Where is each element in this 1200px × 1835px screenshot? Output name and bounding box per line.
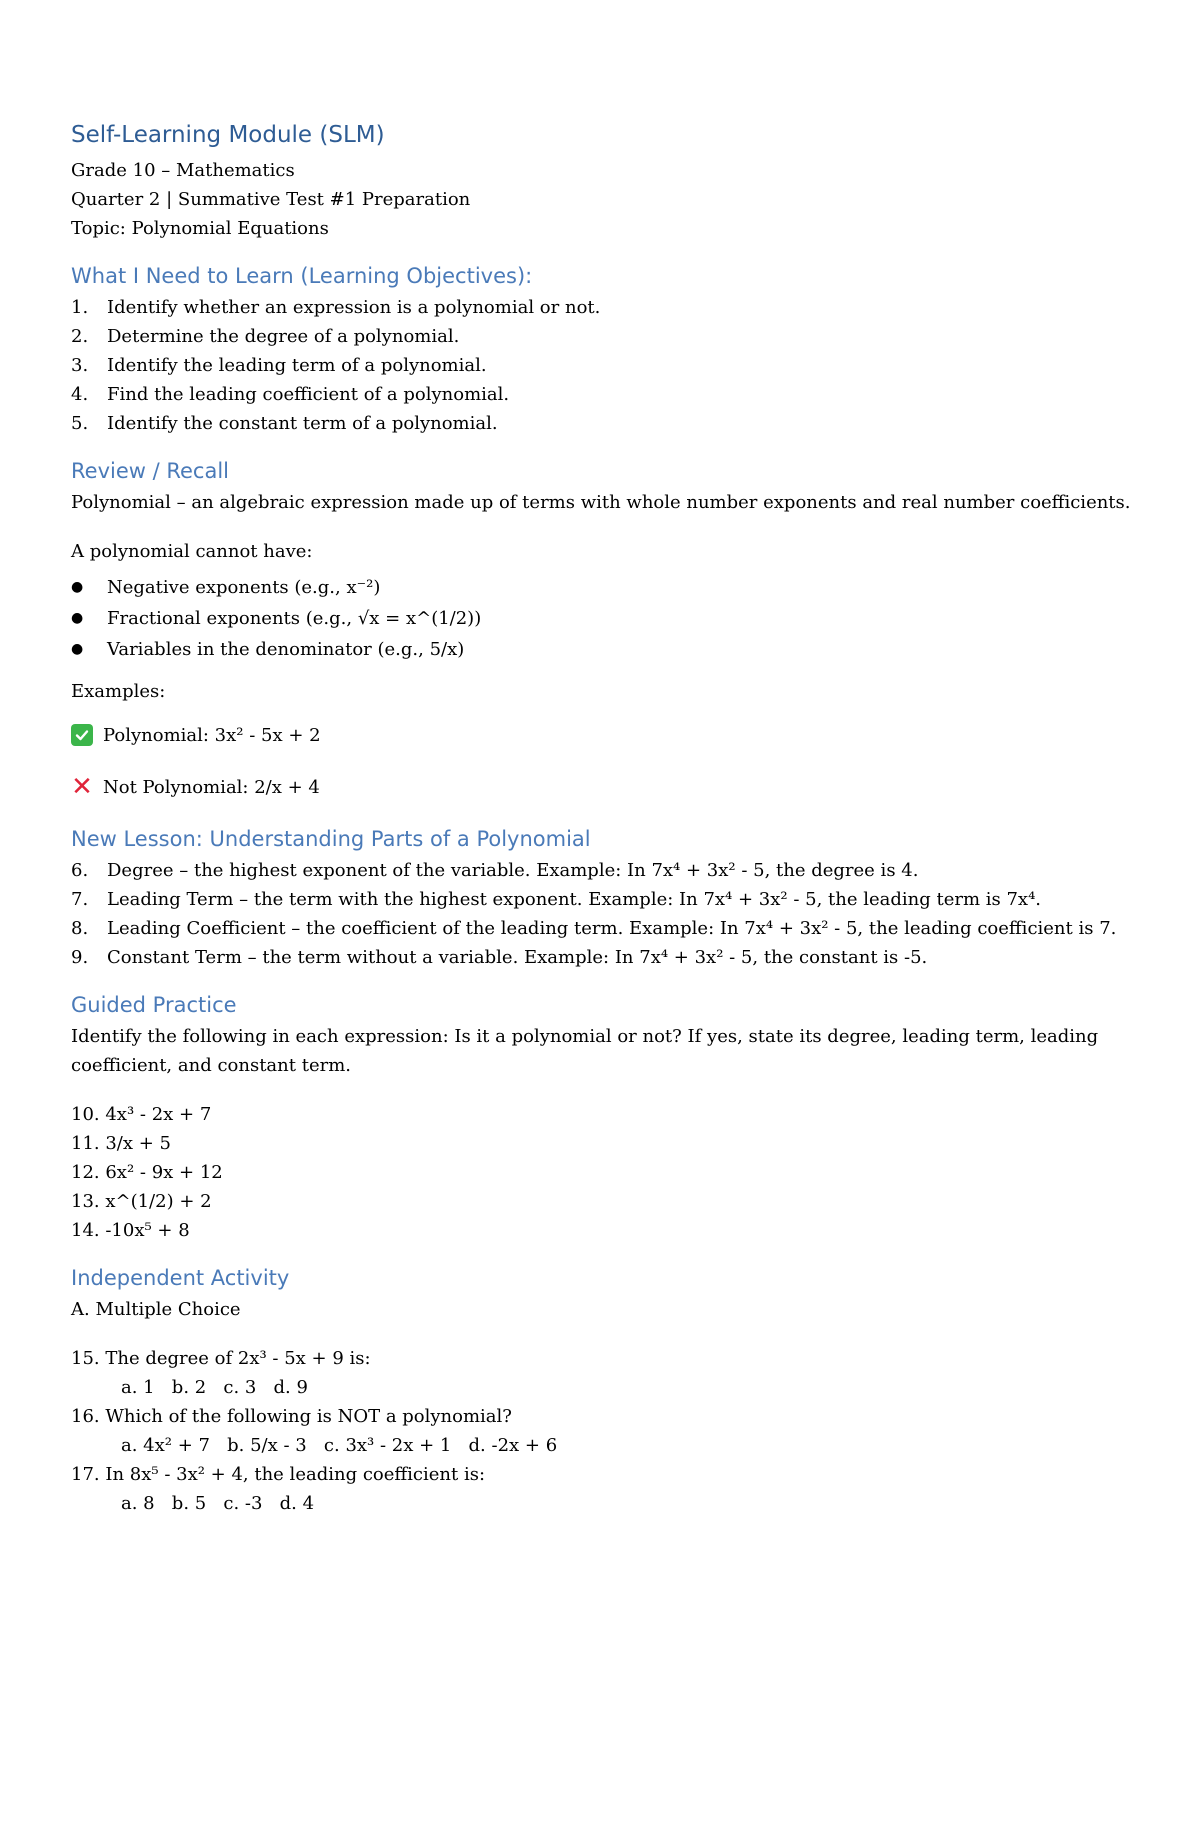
question-text: 17. In 8x⁵ - 3x² + 4, the leading coefficient is: <box>71 1464 486 1485</box>
item-text: Fractional exponents (e.g., √x = x^(1/2)) <box>107 608 482 629</box>
item-number: 7. <box>71 889 89 910</box>
item-text: Identify whether an expression is a polynomial or not. <box>107 297 601 318</box>
cannot-have-label: A polynomial cannot have: <box>71 541 313 562</box>
item-text: Degree – the highest exponent of the variable. Example: In 7x⁴ + 3x² - 5, the degree is 4. <box>107 860 919 881</box>
example-text: Not Polynomial: 2/x + 4 <box>103 776 320 798</box>
item-number: 9. <box>71 947 89 968</box>
guided-list <box>71 1100 1131 1245</box>
grade-line: Grade 10 – Mathematics <box>71 160 295 181</box>
list-item <box>71 572 1131 603</box>
examples-label: Examples: <box>71 681 166 702</box>
bullet-icon: ● <box>71 579 84 595</box>
item-number: 4. <box>71 384 89 405</box>
polynomial-definition: Polynomial – an algebraic expression made up of terms with whole number exponents and real number coefficients. <box>71 492 1131 513</box>
topic-line: Topic: Polynomial Equations <box>71 218 329 239</box>
item-text: Constant Term – the term without a variable. Example: In 7x⁴ + 3x² - 5, the constant is -5. <box>107 947 928 968</box>
item-text: Identify the leading term of a polynomial. <box>107 355 487 376</box>
list-item <box>71 856 1131 885</box>
item-number: 2. <box>71 326 89 347</box>
question-text: 15. The degree of 2x³ - 5x + 9 is: <box>71 1348 371 1369</box>
list-item <box>71 914 1131 943</box>
independent-heading: Independent Activity <box>71 1266 290 1290</box>
objectives-list <box>71 293 1131 438</box>
list-item: 12. 6x² - 9x + 12 <box>71 1162 223 1183</box>
list-item <box>71 409 1131 438</box>
objectives-heading: What I Need to Learn (Learning Objectives): <box>71 264 533 288</box>
list-item <box>71 634 1131 665</box>
item-text: Negative exponents (e.g., x⁻²) <box>107 577 381 598</box>
list-item <box>71 885 1131 914</box>
list-item: 11. 3/x + 5 <box>71 1133 171 1154</box>
question-choices: a. 1 b. 2 c. 3 d. 9 <box>121 1377 308 1398</box>
example-not-polynomial <box>71 772 1131 802</box>
item-text: Leading Term – the term with the highest exponent. Example: In 7x⁴ + 3x² - 5, the leading term is 7x⁴. <box>107 889 1042 910</box>
list-item <box>71 351 1131 380</box>
question-choices: a. 4x² + 7 b. 5/x - 3 c. 3x³ - 2x + 1 d. -2x + 6 <box>121 1435 558 1456</box>
example-polynomial <box>71 720 1131 750</box>
item-text: Find the leading coefficient of a polynomial. <box>107 384 510 405</box>
item-number: 8. <box>71 918 89 939</box>
list-item <box>71 603 1131 634</box>
item-number: 3. <box>71 355 89 376</box>
guided-instruction: Identify the following in each expression: Is it a polynomial or not? If yes, state its degree, leading term, leading coefficient, and constant term. <box>71 1026 1099 1076</box>
lesson-list <box>71 856 1131 972</box>
item-text: Leading Coefficient – the coefficient of the leading term. Example: In 7x⁴ + 3x² - 5, the leading coefficient is 7. <box>107 918 1117 939</box>
check-icon <box>71 724 93 746</box>
multiple-choice-label: A. Multiple Choice <box>71 1299 241 1320</box>
bullet-icon: ● <box>71 641 84 657</box>
list-item <box>71 293 1131 322</box>
question-choices: a. 8 b. 5 c. -3 d. 4 <box>121 1493 315 1514</box>
bullet-icon: ● <box>71 610 84 626</box>
item-text: Determine the degree of a polynomial. <box>107 326 460 347</box>
module-title: Self-Learning Module (SLM) <box>71 122 385 148</box>
item-number: 6. <box>71 860 89 881</box>
item-number: 5. <box>71 413 89 434</box>
list-item: 13. x^(1/2) + 2 <box>71 1191 212 1212</box>
quarter-line: Quarter 2 | Summative Test #1 Preparation <box>71 189 471 210</box>
guided-heading: Guided Practice <box>71 993 237 1017</box>
list-item <box>71 322 1131 351</box>
list-item <box>71 380 1131 409</box>
document-page <box>71 118 1131 1518</box>
example-text: Polynomial: 3x² - 5x + 2 <box>103 724 321 746</box>
list-item <box>71 943 1131 972</box>
question-list <box>71 1344 1131 1518</box>
cannot-have-list <box>71 572 1131 665</box>
list-item: 14. -10x⁵ + 8 <box>71 1220 190 1241</box>
item-text: Identify the constant term of a polynomial. <box>107 413 498 434</box>
question-text: 16. Which of the following is NOT a polynomial? <box>71 1406 512 1427</box>
list-item: 10. 4x³ - 2x + 7 <box>71 1104 212 1125</box>
lesson-heading: New Lesson: Understanding Parts of a Polynomial <box>71 827 591 851</box>
cross-icon: ✕ <box>71 771 93 802</box>
review-heading: Review / Recall <box>71 459 230 483</box>
item-text: Variables in the denominator (e.g., 5/x) <box>107 639 465 660</box>
item-number: 1. <box>71 297 89 318</box>
